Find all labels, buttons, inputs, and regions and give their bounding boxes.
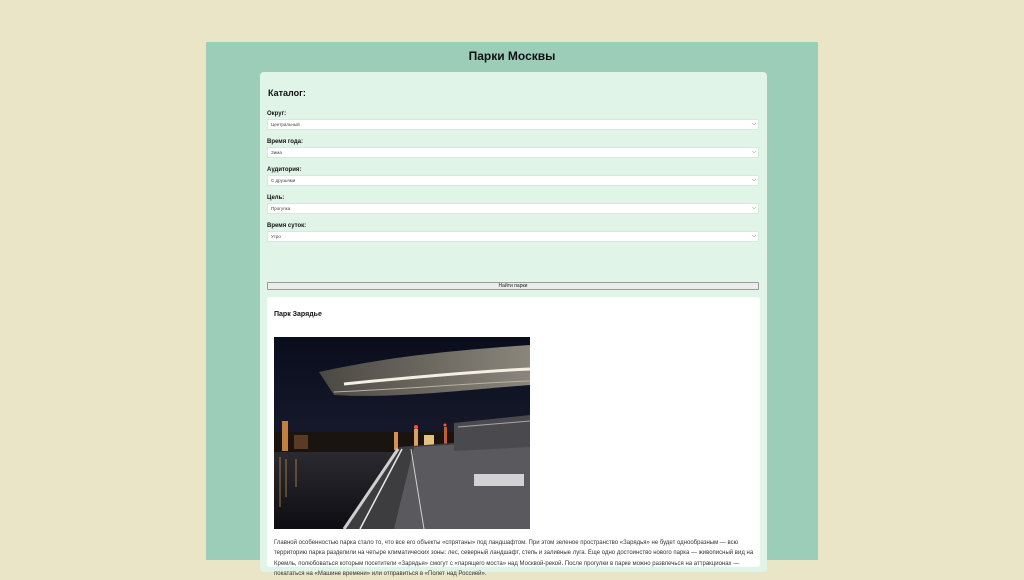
time-of-day-label: Время суток: xyxy=(267,223,307,229)
chevron-down-icon: ⌵ xyxy=(752,205,756,211)
time-of-day-select[interactable] xyxy=(267,231,759,242)
chevron-down-icon: ⌵ xyxy=(752,177,756,183)
goal-field xyxy=(267,194,759,214)
audience-label: Аудитория: xyxy=(267,167,302,173)
audience-value: С друзьями xyxy=(271,178,296,183)
goal-label: Цель: xyxy=(267,195,285,201)
audience-select[interactable] xyxy=(267,175,759,186)
district-value: Центральный xyxy=(271,122,300,127)
goal-value: Прогулка xyxy=(271,206,291,211)
park-name: Парк Зарядье xyxy=(274,311,322,318)
park-night-photo-icon xyxy=(274,337,530,529)
district-label: Округ: xyxy=(267,111,287,117)
park-photo xyxy=(274,337,530,529)
find-parks-button[interactable]: Найти парки xyxy=(267,282,759,290)
page-title: Парки Москвы xyxy=(468,49,556,63)
chevron-down-icon: ⌵ xyxy=(752,121,756,127)
audience-field xyxy=(267,166,759,186)
time-of-day-value: Утро xyxy=(271,234,281,239)
season-field xyxy=(267,138,759,158)
district-select[interactable] xyxy=(267,119,759,130)
catalog-title: Каталог: xyxy=(268,88,306,98)
park-description: Главной особенностью парка стало то, что все его объекты «спрятаны» под ландшафтом. При этом зеленое пространство «Зарядья» не будет однообразным — всю территорию парка разделили на четыре климатических зоны: лес, северный ландшафт, степь и заливные луга. Еще одно достоинство нового парка — живописный вид на Кремль, полюбоваться которым посетители «Зарядья» смогут с «парящего моста» над Москвой-рекой. После прогулки в парке можно развлечься на аттракционах — покататься на «Машине времени» или отправиться в «Полет над Россией». xyxy=(274,540,754,578)
season-label: Время года: xyxy=(267,139,304,145)
catalog-panel xyxy=(260,72,767,578)
time-of-day-field xyxy=(267,222,759,242)
park-card xyxy=(267,297,760,578)
app-window xyxy=(206,42,818,578)
chevron-down-icon: ⌵ xyxy=(752,233,756,239)
goal-select[interactable] xyxy=(267,203,759,214)
district-field xyxy=(267,110,759,130)
chevron-down-icon: ⌵ xyxy=(752,149,756,155)
season-select[interactable] xyxy=(267,147,759,158)
season-value: Зима xyxy=(271,150,282,155)
